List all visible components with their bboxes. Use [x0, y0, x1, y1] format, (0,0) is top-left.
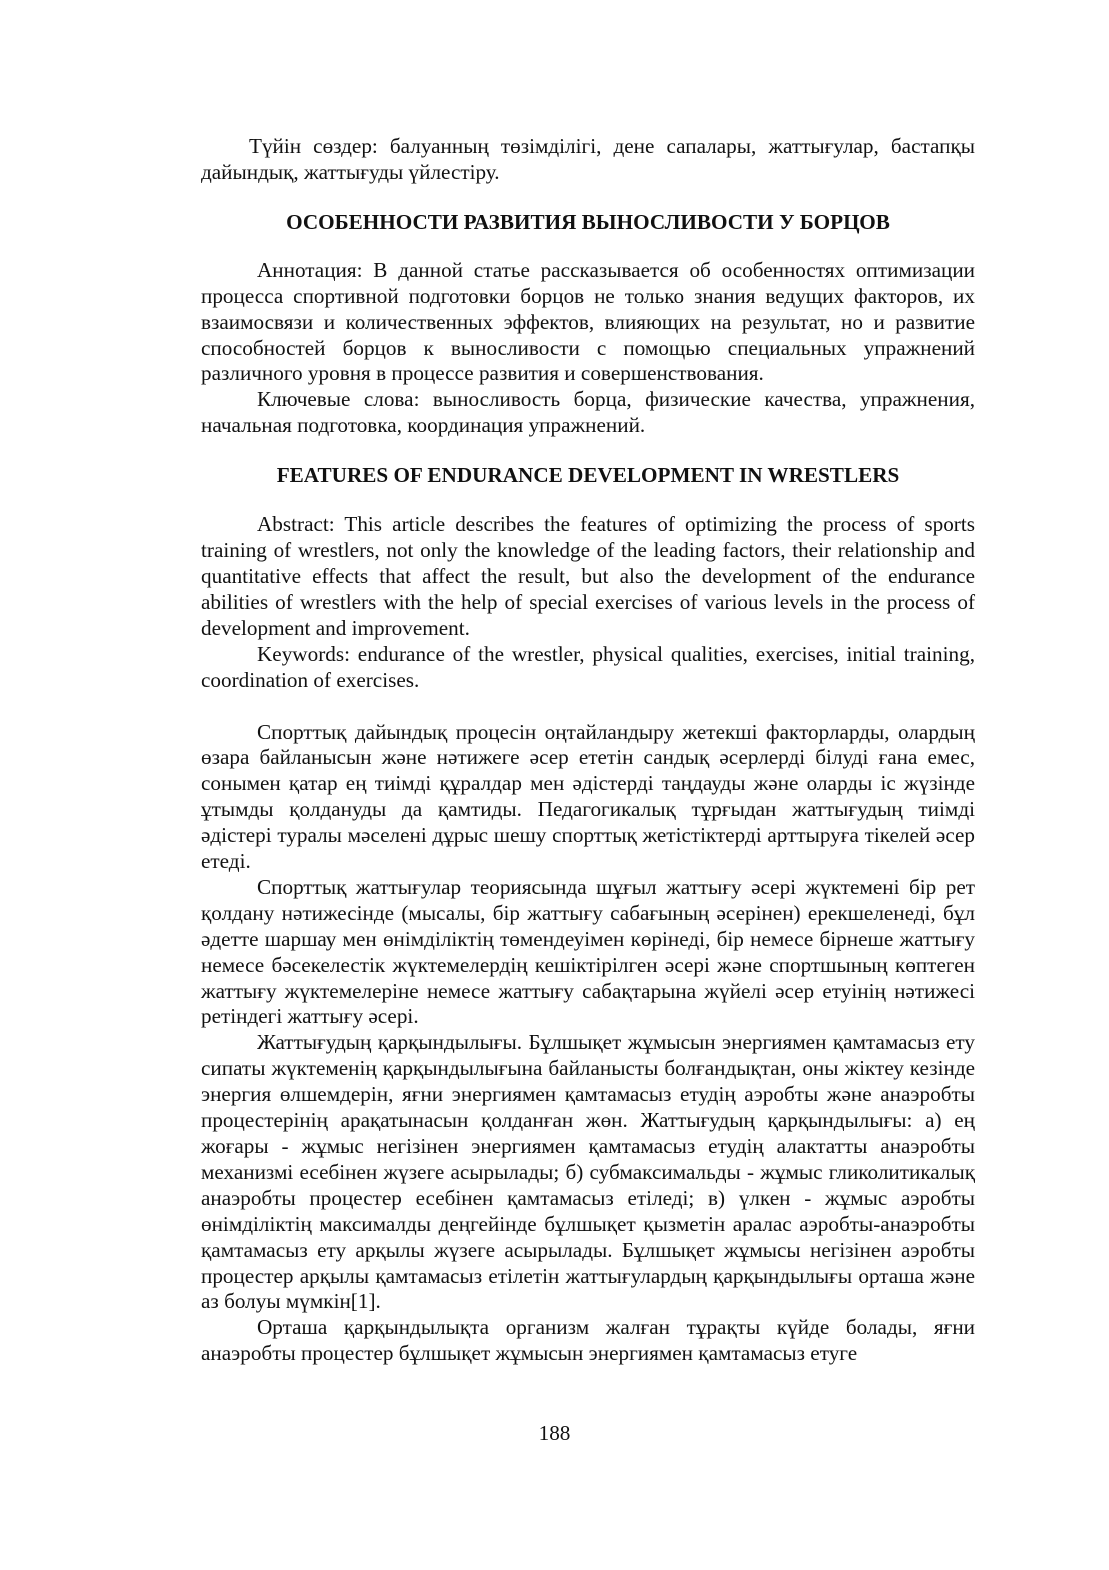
- page-content: [201, 134, 975, 1367]
- kazakh-keywords: Түйін сөздер: балуанның төзімділігі, дене сапалары, жаттығулар, бастапқы дайындық, жаттығуды үйлестіру.: [201, 134, 975, 184]
- page-number: 188: [538, 1421, 571, 1445]
- english-abstract: Abstract: This article describes the features of optimizing the process of sports training of wrestlers, not only the knowledge of the leading factors, their relationship and quantitative effects that affect the result, but also the development of the endurance abilities of wrestlers with the help of special exercises of various levels in the process of development and improvement.: [201, 512, 975, 640]
- body-paragraph-4: Орташа қарқындылықта организм жалған тұрақты күйде болады, яғни анаэробты процестер бұлшықет жұмысын энергиямен қамтамасыз етуге: [201, 1315, 975, 1366]
- russian-annotation: Аннотация: В данной статье рассказывается об особенностях оптимизации процесса спортивной подготовки борцов не только знания ведущих факторов, их взаимосвязи и количественных эффектов, влияющих на результат, но и развитие способностей борцов к выносливости с помощью специальных упражнений различного уровня в процессе развития и совершенствования.: [201, 257, 975, 386]
- body-paragraph-1: Спорттық дайындық процесін оңтайландыру жетекші факторларды, олардың өзара байланысын және нәтижеге әсер ететін сандық әсерлерді білуді ғана емес, сонымен қатар ең тиімді құралдар мен әдістерді таңдауды және оларды іс жүзінде ұтымды қолдануды да қамтиды. Педагогикалық тұрғыдан жаттығудың тиімді әдістері туралы мәселені дұрыс шешу спорттық жетістіктерді арттыруға тікелей әсер етеді.: [201, 719, 975, 874]
- english-title: FEATURES OF ENDURANCE DEVELOPMENT IN WRESTLERS: [276, 463, 900, 488]
- body-paragraph-3: Жаттығудың қарқындылығы. Бұлшықет жұмысын энергиямен қамтамасыз ету сипаты жүктеменің қарқындылығына байланысты болғандықтан, оны жіктеу кезінде энергия өлшемдерін, яғни энергиямен қамтамасыз етудің аэробты және анаэробты процестерінің арақатынасын қолданған жөн. Жаттығудың қарқындылығы: а) ең жоғары - жұмыс негізінен энергиямен қамтамасыз етудің алактатты анаэробты механизмі есебінен жүзеге асырылады; б) субмаксимальды - жұмыс гликолитикалық анаэробты процестер есебінен қамтамасыз етіледі; в) үлкен - жұмыс аэробты өнімділіктің максималды деңгейінде бұлшықет қызметін аралас аэробты-анаэробты қамтамасыз ету арқылы жүзеге асырылады. Бұлшықет жұмысы негізінен аэробты процестер арқылы қамтамасыз етілетін жаттығулардың қарқындылығы орташа және аз болуы мүмкін[1].: [201, 1030, 975, 1314]
- english-keywords: Keywords: endurance of the wrestler, physical qualities, exercises, initial training, coordination of exercises.: [201, 641, 975, 692]
- body-paragraph-2: Спорттық жаттығулар теориясында шұғыл жаттығу әсері жүктемені бір рет қолдану нәтижесінде (мысалы, бір жаттығу сабағының әсерінен) ерекшеленеді, бұл әдетте шаршау мен өнімділіктің төмендеуімен көрінеді, бір немесе бірнеше жаттығу немесе бәсекелестік жүктемелердің кешіктірілген әсері және спортшының көптеген жаттығу жүктемелеріне немесе жаттығу сабақтарына жүйелі әсер етуінің нәтижесі ретіндегі жаттығу әсері.: [201, 874, 975, 1029]
- russian-keywords: Ключевые слова: выносливость борца, физические качества, упражнения, начальная подготовка, координация упражнений.: [201, 387, 975, 438]
- russian-title: ОСОБЕННОСТИ РАЗВИТИЯ ВЫНОСЛИВОСТИ У БОРЦОВ: [286, 209, 890, 234]
